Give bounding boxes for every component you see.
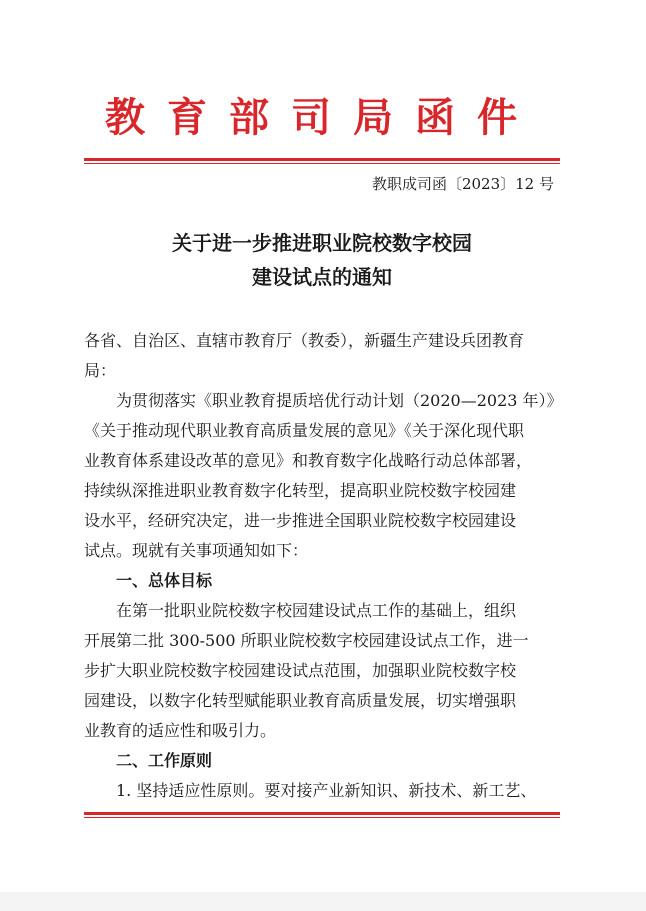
red-footer-rule-thin — [84, 817, 560, 818]
document-number: 教职成司函〔2023〕12 号 — [371, 175, 554, 193]
red-footer-rule — [84, 812, 560, 815]
title-line-1: 关于进一步推进职业院校数字校园 — [172, 231, 472, 255]
intro-line-3: 业教育体系建设改革的意见》和教育数字化战略行动总体部署， — [84, 451, 533, 470]
section2-line-1: 1. 坚持适应性原则。要对接产业新知识、新技术、新工艺、 — [116, 781, 537, 800]
section-heading-goals: 一、总体目标 — [116, 571, 213, 590]
intro-line-1: 为贯彻落实《职业教育提质培优行动计划（2020—2023 年）》 — [116, 391, 563, 410]
document-title — [84, 226, 560, 294]
salutation-line-1: 各省、自治区、直辖市教育厅（教委），新疆生产建设兵团教育 — [84, 331, 525, 350]
section-heading-principles: 二、工作原则 — [116, 751, 213, 770]
document-body — [84, 326, 568, 806]
intro-line-5: 设水平，经研究决定，进一步推进全国职业院校数字校园建设 — [84, 511, 517, 530]
title-line-2: 建设试点的通知 — [252, 265, 392, 289]
page-bottom-edge — [0, 892, 646, 911]
section1-line-2: 开展第二批 300-500 所职业院校数字校园建设试点工作，进一 — [84, 631, 529, 650]
red-header-rule-thin — [84, 163, 560, 164]
intro-line-6: 试点。现就有关事项通知如下： — [84, 541, 309, 560]
section1-line-5: 业教育的适应性和吸引力。 — [84, 721, 277, 740]
section1-line-1: 在第一批职业院校数字校园建设试点工作的基础上，组织 — [116, 601, 517, 620]
salutation-line-2: 局： — [84, 361, 117, 380]
masthead-title: 教育部司局函件 — [105, 94, 539, 141]
section1-line-3: 步扩大职业院校数字校园建设试点范围，加强职业院校数字校 — [84, 661, 517, 680]
intro-line-4: 持续纵深推进职业教育数字化转型，提高职业院校数字校园建 — [84, 481, 517, 500]
section1-line-4: 园建设，以数字化转型赋能职业教育高质量发展，切实增强职 — [84, 691, 517, 710]
intro-line-2: 《关于推动现代职业教育高质量发展的意见》《关于深化现代职 — [84, 421, 525, 440]
red-header-rule — [84, 158, 560, 161]
